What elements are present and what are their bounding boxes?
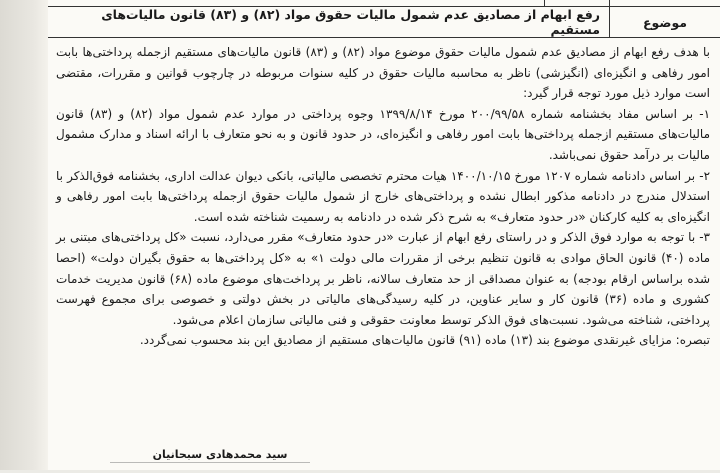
subject-title: رفع ابهام از مصادیق عدم شمول مالیات حقوق مواد (۸۲) و (۸۳) قانون مالیات‌های مستقیم xyxy=(101,7,600,37)
note-paragraph: تبصره: مزایای غیرنقدی موضوع بند (۱۳) ماده (۹۱) قانون مالیات‌های مستقیم از مصادیق این بند محسوب نمی‌گردد. xyxy=(139,333,710,348)
document-body xyxy=(56,42,710,351)
subject-label: موضوع xyxy=(609,7,720,37)
top-cell-middle xyxy=(544,0,610,6)
page-edge-shadow xyxy=(0,0,48,470)
subject-row xyxy=(48,7,720,38)
table-top-strip xyxy=(48,0,720,7)
clause-3: ۳- با توجه به موارد فوق الذکر و در راستای رفع ابهام از عبارت «در حدود متعارف» مقرر می‌دارد، نسبت «کل پرداختی‌های مبتنی بر ماده (۴۰) قانون الحاق موادی به قانون تنظیم برخی از مقررات مالی دولت ۱» به «کل پرداختی‌ها به حقوق بگیران دولت» (احصا شده براساس ارقام بودجه) به عنوان مصداقی از حد متعارف سالانه، ناظر بر پرداخت‌های موضوع ماده (۶۸) قانون مدیریت خدمات کشوری و ماده (۳۶) قانون کار و سایر عناوین، در کلیه رسیدگی‌های مالیاتی در بخش دولتی و خصوصی برای مجموع فهرست پرداختی، شناخته می‌شود. نسبت‌های فوق الذکر توسط معاونت حقوقی و فنی مالیاتی سازمان اعلام می‌شود. xyxy=(56,230,711,327)
signature-line xyxy=(110,462,310,473)
top-cell-right xyxy=(609,0,720,6)
intro-paragraph: با هدف رفع ابهام از مصادیق عدم شمول مالیات حقوق موضوع مواد (۸۲) و (۸۳) قانون مالیات‌های مستقیم از‌جمله پرداختی‌ها بابت امور رفاهی و انگیزه‌ای (انگیزشی) ناظر به محاسبه مالیات حقوق در کلیه سنوات مربوطه در چارچوب قوانین و مقررات، مقتضی است موارد ذیل مورد توجه قرار گیرد: xyxy=(56,45,710,101)
clause-1: ۱- بر اساس مفاد بخشنامه شماره ۲۰۰/۹۹/۵۸ مورخ ۱۳۹۹/۸/۱۴ وجوه پرداختی در موارد عدم شمول مواد (۸۲) و (۸۳) قانون مالیات‌های مستقیم از‌جمله پرداختی‌ها بابت امور رفاهی و انگیزه‌ای، در حدود قانون و به نحو متعارف با ارائه اسناد و مدارک مشمول مالیات بر درآمد حقوق نمی‌باشد. xyxy=(56,106,711,162)
clause-2: ۲- بر اساس دادنامه شماره ۱۲۰۷ مورخ ۱۴۰۰/۱۰/۱۵ هیات محترم تخصصی مالیاتی، بانکی دیوان عدالت اداری، بخشنامه فوق‌الذکر با استدلال مندرج در دادنامه مذکور ابطال نشده و پرداختی‌های خارج از شمول مالیات حقوق از‌جمله پرداختی‌ها بابت امور رفاهی و انگیزه‌ای به کلیه کارکنان «در حدود متعارف» به شرح ذکر شده در دادنامه به رسمیت شناخته شده است. xyxy=(56,168,711,224)
signatory-name: سید محمدهادی سبحانیان xyxy=(152,448,288,461)
